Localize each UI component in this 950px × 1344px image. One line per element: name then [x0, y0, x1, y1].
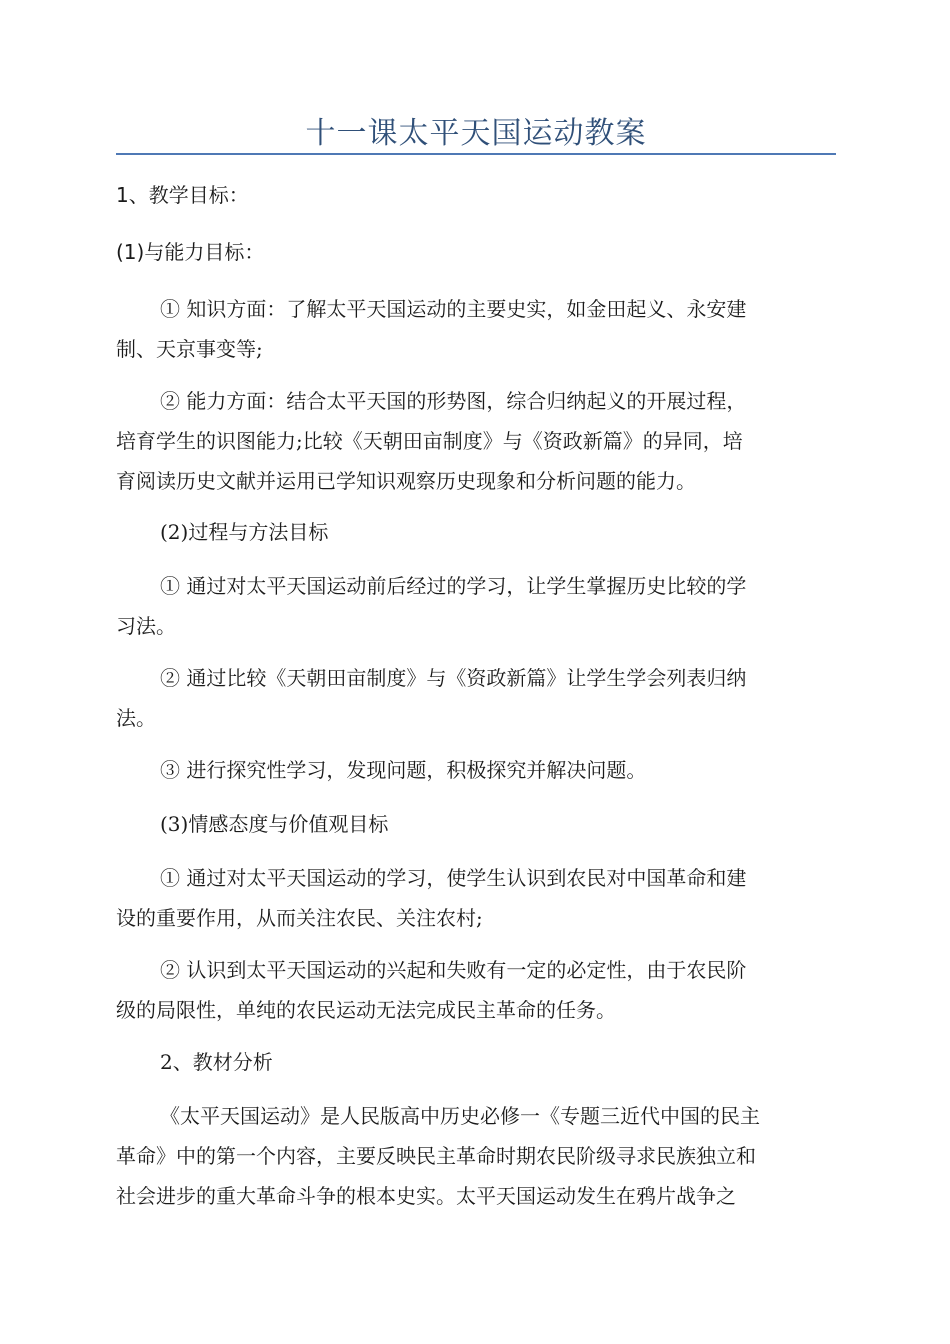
- paragraph-ability: ② 能力方面：结合太平天国的形势图，综合归纳起义的开展过程， 培育学生的识图能力;比较《天朝田亩制度》与《资政新篇》的异同，培 育阅读历史文献并运用已学知识观察历史现象和分析问题的能力。: [116, 389, 747, 493]
- document-title: 十一课太平天国运动教案: [305, 116, 647, 151]
- title-underline: [116, 153, 836, 155]
- paragraph-process-1: ① 通过对太平天国运动前后经过的学习，让学生掌握历史比较的学 习法。: [116, 574, 747, 638]
- paragraph-process-3: ③ 进行探究性学习，发现问题，积极探究并解决问题。: [160, 758, 647, 782]
- paragraph-process-2: ② 通过比较《天朝田亩制度》与《资政新篇》让学生学会列表归纳 法。: [116, 666, 747, 730]
- subheading-ability-goals: (1)与能力目标：: [116, 240, 265, 264]
- paragraph-values-1: ① 通过对太平天国运动的学习，使学生认识到农民对中国革命和建 设的重要作用，从而关注农民、关注农村;: [116, 866, 747, 930]
- paragraph-values-2: ② 认识到太平天国运动的兴起和失败有一定的必定性，由于农民阶 级的局限性，单纯的农民运动无法完成民主革命的任务。: [116, 958, 747, 1022]
- paragraph-textbook-analysis: 《太平天国运动》是人民版高中历史必修一《专题三近代中国的民主 革命》中的第一个内容，主要反映民主革命时期农民阶级寻求民族独立和 社会进步的重大革命斗争的根本史实。太平天国运动发生在鸦片战争之: [116, 1104, 760, 1208]
- subheading-process-method: (2)过程与方法目标: [160, 520, 329, 544]
- subheading-values: (3)情感态度与价值观目标: [160, 812, 389, 836]
- section-heading-textbook-analysis: 2、教材分析: [160, 1050, 273, 1074]
- section-heading-objectives: 1、教学目标：: [116, 183, 249, 207]
- paragraph-knowledge: ① 知识方面：了解太平天国运动的主要史实，如金田起义、永安建 制、天京事变等;: [116, 297, 747, 361]
